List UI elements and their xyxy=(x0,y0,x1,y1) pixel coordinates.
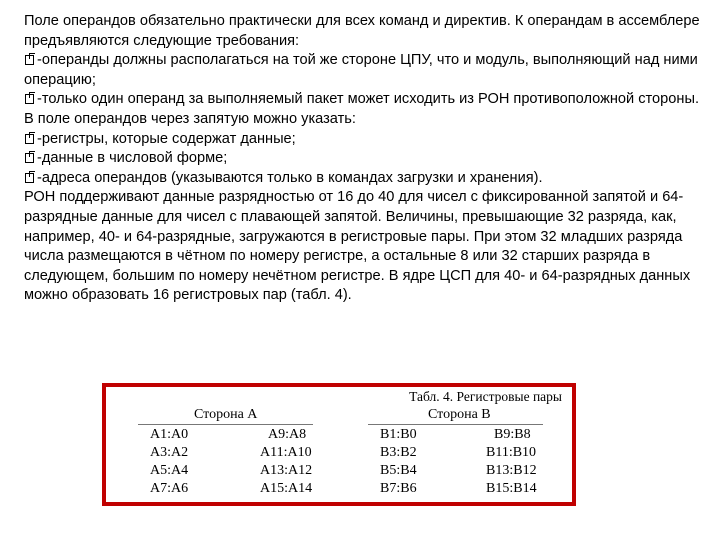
bullet-icon xyxy=(24,132,36,144)
operand-text: -данные в числовой форме; xyxy=(37,150,228,167)
table-cell: B1:B0 xyxy=(380,427,417,442)
side-b-underline xyxy=(368,424,543,425)
body-text xyxy=(24,12,704,306)
requirement-item xyxy=(24,51,704,90)
operand-text: -регистры, которые содержат данные; xyxy=(37,130,296,147)
register-pairs-table xyxy=(102,383,576,506)
side-b-header: Сторона В xyxy=(428,407,491,422)
bullet-icon xyxy=(24,53,36,65)
operand-item xyxy=(24,149,704,169)
operand-text: -адреса операндов (указываются только в командах загрузки и хранения). xyxy=(37,169,543,186)
table-cell: A7:A6 xyxy=(150,481,189,496)
bullet-icon xyxy=(24,92,36,104)
side-a-underline xyxy=(138,424,313,425)
table-cell: B7:B6 xyxy=(380,481,417,496)
table-cell: A9:A8 xyxy=(268,427,307,442)
table-cell: B15:B14 xyxy=(486,481,537,496)
table-cell: A3:A2 xyxy=(150,445,189,460)
table-caption: Табл. 4. Регистровые пары xyxy=(409,389,562,404)
operands-lead: В поле операндов через запятую можно указать: xyxy=(24,110,356,127)
table-cell: B5:B4 xyxy=(380,463,417,478)
bullet-icon xyxy=(24,171,36,183)
table-cell: B9:B8 xyxy=(494,427,531,442)
bullet-icon xyxy=(24,151,36,163)
requirement-text: -только один операнд за выполняемый пакет может исходить из РОН противоположной стороны. xyxy=(37,91,700,108)
table-cell: B11:B10 xyxy=(486,445,537,460)
operand-item xyxy=(24,169,704,189)
operand-item xyxy=(24,130,704,150)
table-cell: A11:A10 xyxy=(260,445,312,460)
table-cell: B13:B12 xyxy=(486,463,537,478)
registers-paragraph: РОН поддерживают данные разрядностью от 16 до 40 для чисел с фиксированной запятой и 64-разрядные данные для чисел с плавающей запятой. Величины, превышающие 32 разряда, как, например, 40- и 64-разрядные, загружаются в регистровые пары. При этом 32 младших разряда числа размещаются в чётном по номеру регистре, а остальные 8 или 32 старших разряда в следующем, большим по номеру нечётном регистре. В ядре ЦСП для 40- и 64-разрядных данных можно образовать 16 регистровых пар (табл. 4). xyxy=(24,189,691,304)
requirement-item xyxy=(24,90,704,110)
table-cell: A5:A4 xyxy=(150,463,189,478)
table-cell: A13:A12 xyxy=(260,463,313,478)
side-a-header: Сторона А xyxy=(194,407,258,422)
table-cell: A1:A0 xyxy=(150,427,189,442)
requirement-text: -операнды должны располагаться на той же стороне ЦПУ, что и модуль, выполняющий над ними операцию; xyxy=(24,52,698,88)
table-cell: A15:A14 xyxy=(260,481,313,496)
table-cell: B3:B2 xyxy=(380,445,417,460)
intro-paragraph: Поле операндов обязательно практически для всех команд и директив. К операндам в ассемблере предъявляются следующие требования: xyxy=(24,13,700,49)
